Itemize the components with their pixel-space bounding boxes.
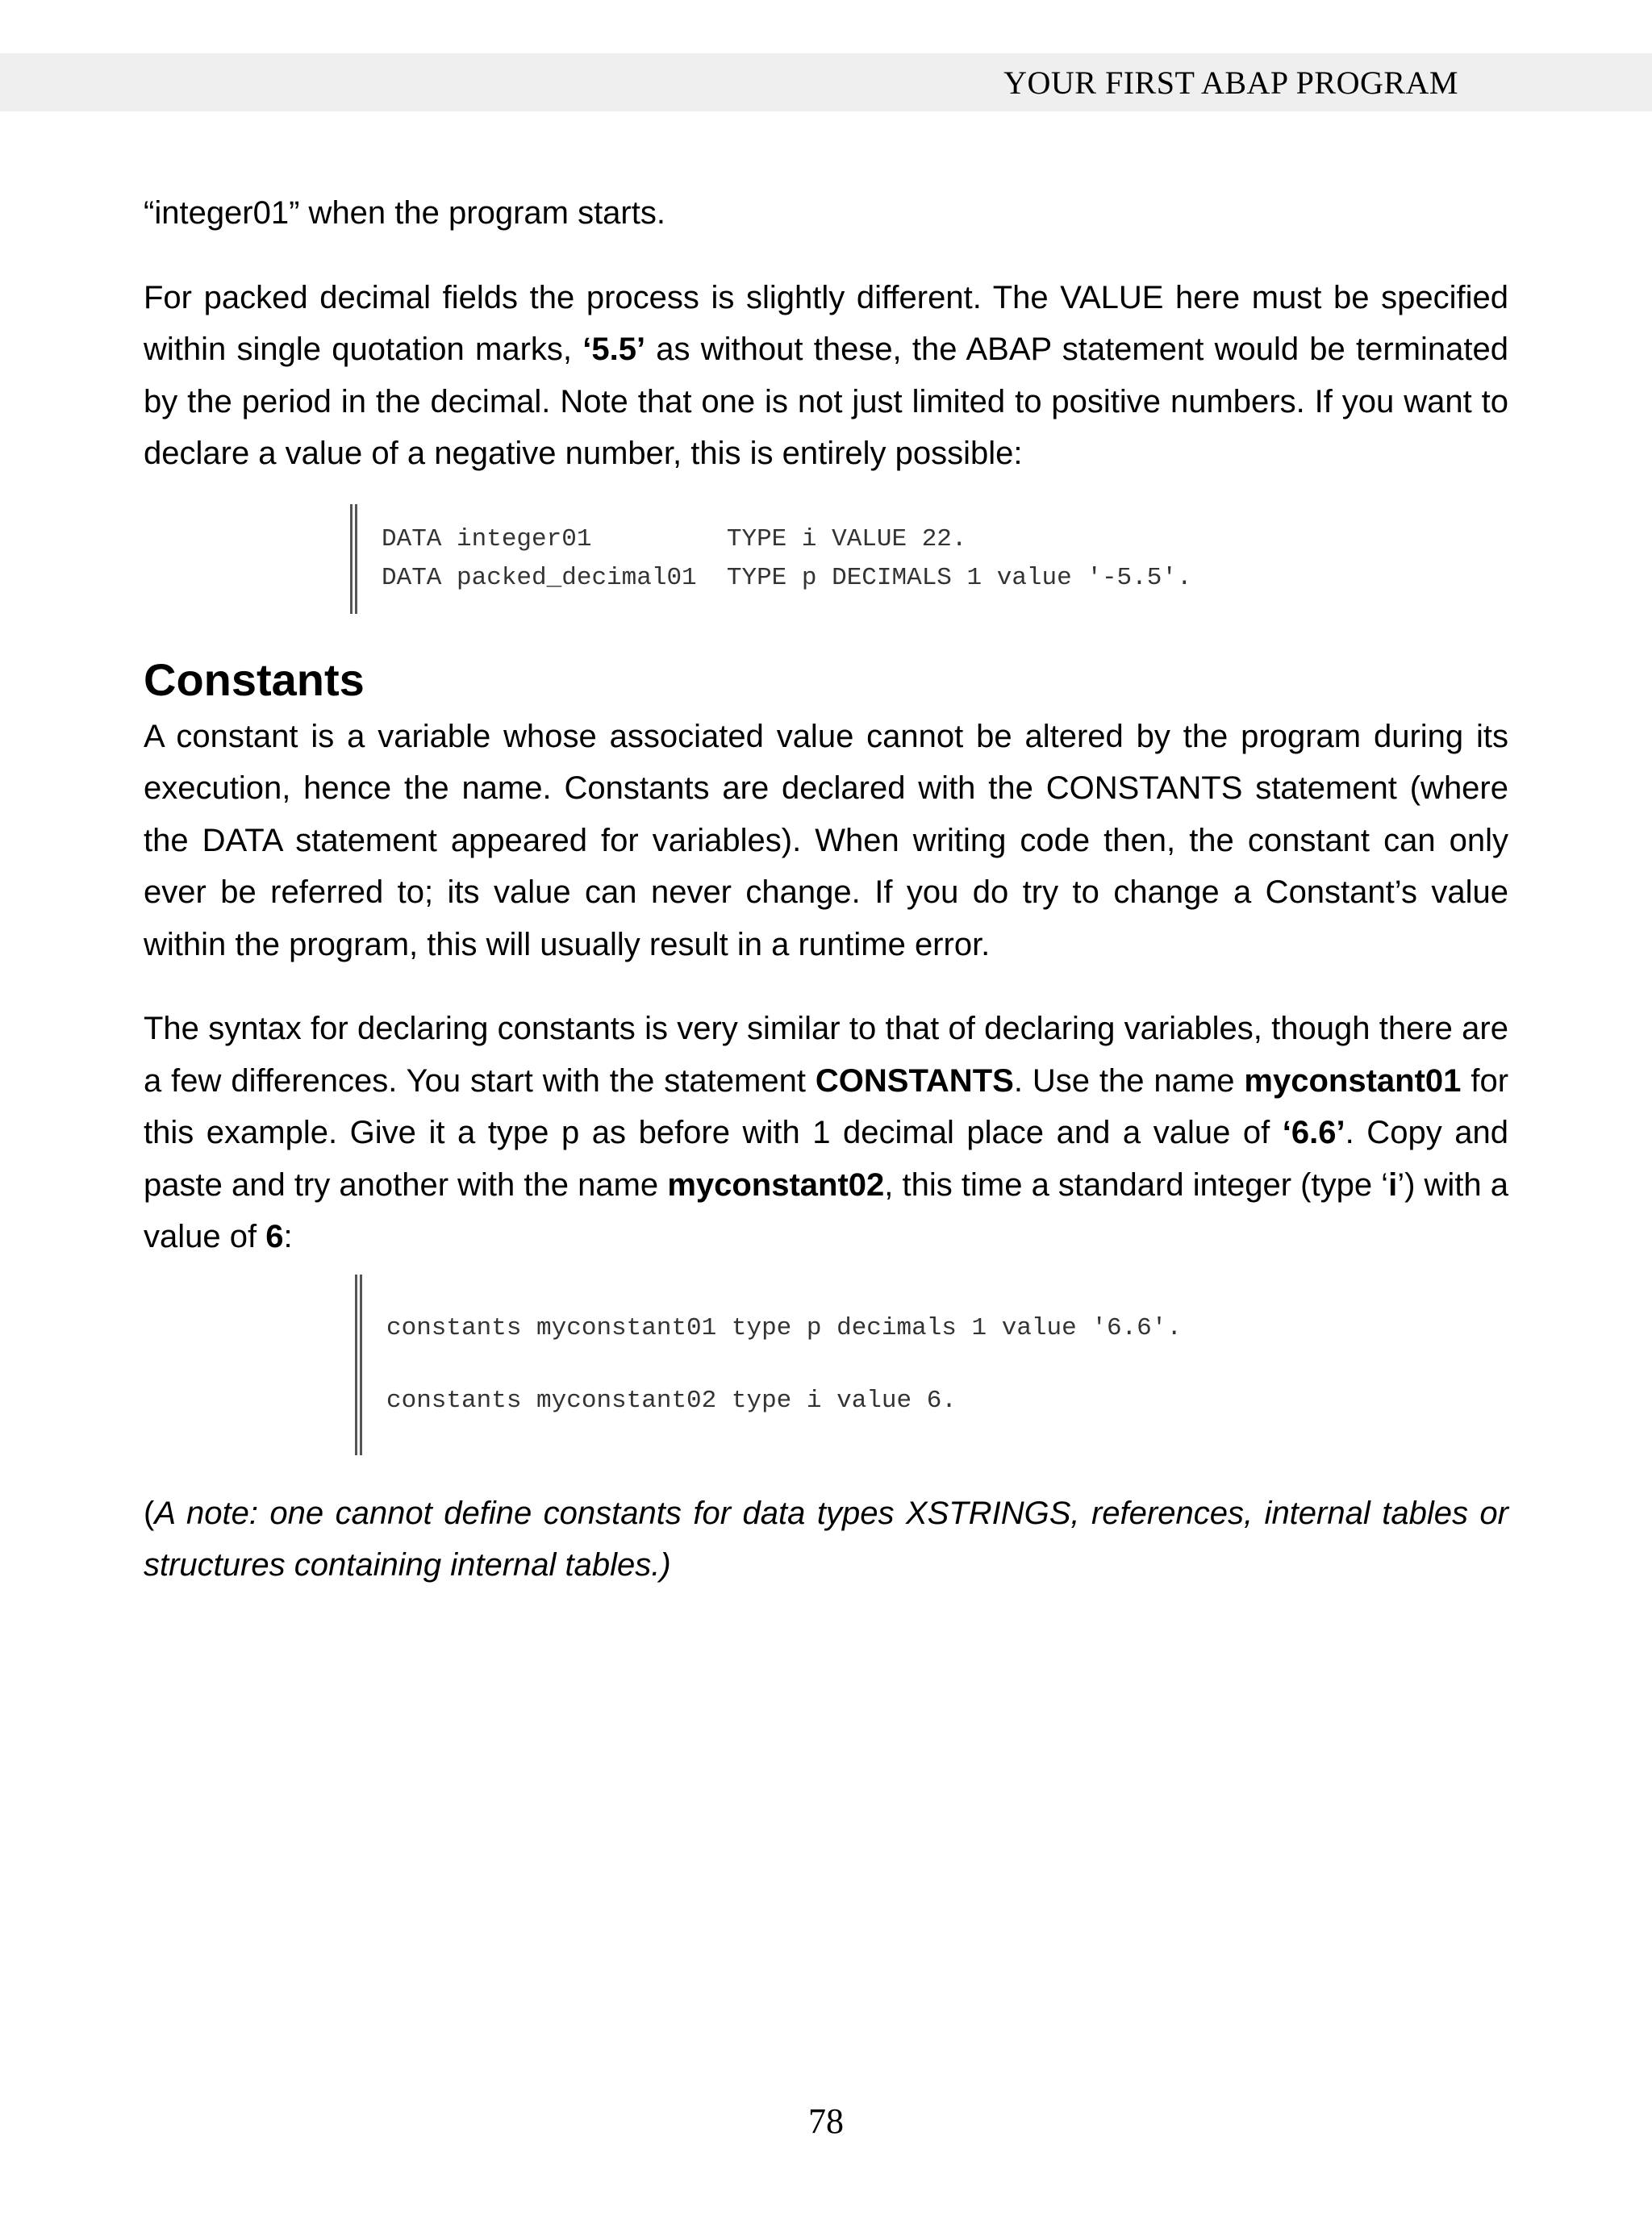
- bold-value-6-6: ‘6.6’: [1282, 1115, 1345, 1150]
- bold-type-i: i: [1388, 1166, 1398, 1203]
- note-text: A note: one cannot define constants for data types XSTRINGS, references, internal tables or structures containing internal tables.): [144, 1495, 1508, 1583]
- paragraph-note: [144, 1488, 1508, 1592]
- code-line: constants myconstant02 type i value 6.: [386, 1386, 957, 1415]
- paragraph-text: for this example. Give it a type p as before with 1 decimal place and a value of: [144, 1062, 1509, 1150]
- paragraph-packed-decimal: [144, 272, 1508, 480]
- bold-value-6: 6: [265, 1219, 284, 1254]
- paragraph-text: . Use the name: [1013, 1062, 1245, 1099]
- paragraph-text: :: [283, 1219, 293, 1254]
- paragraph-text: . Copy and paste and try another with the name: [144, 1115, 1508, 1203]
- bold-name-myconstant01: myconstant01: [1244, 1062, 1462, 1099]
- paragraph-text: The syntax for declaring constants is very similar to that of declaring variables, though there are a few differences. You start with the statement: [144, 1011, 1508, 1099]
- section-heading-constants: Constants: [144, 653, 365, 705]
- paragraph-text: as without these, the ABAP statement would be terminated by the period in the decimal. Note that one is not just limited to positive numbers. If you want to declare a value of a negative number, this is entirely possible:: [144, 332, 1508, 471]
- page-content: [144, 187, 1508, 1592]
- bold-name-myconstant02: myconstant02: [667, 1166, 885, 1203]
- running-header: [0, 53, 1652, 111]
- paragraph-text: , this time a standard integer (type ‘: [884, 1166, 1389, 1203]
- code-block-data-declarations: [350, 504, 1508, 614]
- paragraph-constants-syntax: [144, 1003, 1508, 1263]
- bold-keyword-constants: CONSTANTS: [815, 1062, 1014, 1099]
- code-line: constants myconstant01 type p decimals 1 value '6.6'.: [386, 1313, 1182, 1342]
- code-block-constants: [355, 1275, 1508, 1455]
- paragraph-continuation: “integer01” when the program starts.: [144, 195, 665, 231]
- paragraph-text: For packed decimal fields the process is slightly different. The VALUE here must be specified within single quotation marks,: [144, 279, 1508, 367]
- paragraph-constants-definition: A constant is a variable whose associated value cannot be altered by the program during its execution, hence the name. Constants are declared with the CONSTANTS statement (where the DATA statement appeared for variables). When writing code then, the constant can only ever be referred to; its value can never change. If you do try to change a Constant’s value within the program, this will usually result in a runtime error.: [144, 718, 1508, 962]
- paragraph-text: ’) with a value of: [144, 1166, 1509, 1254]
- running-header-title: YOUR FIRST ABAP PROGRAM: [1003, 65, 1458, 101]
- page-number: 78: [808, 2101, 844, 2141]
- note-open-paren: (: [144, 1495, 155, 1531]
- code-line: DATA packed_decimal01 TYPE p DECIMALS 1 value '-5.5'.: [382, 563, 1192, 592]
- bold-value-5-5: ‘5.5’: [582, 332, 646, 367]
- code-line: DATA integer01 TYPE i VALUE 22.: [382, 524, 967, 553]
